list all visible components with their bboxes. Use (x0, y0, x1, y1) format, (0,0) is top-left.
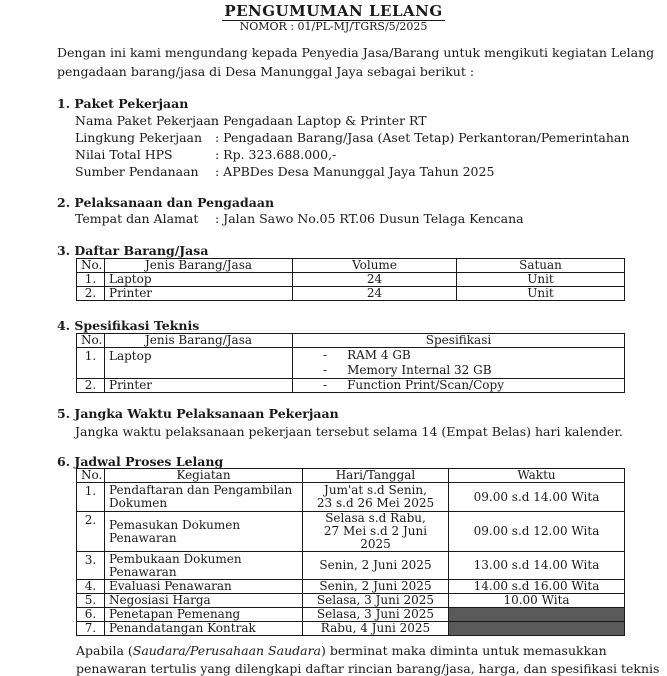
table-row (77, 273, 625, 287)
cell-tanggal: Selasa, 3 Juni 2025 (303, 594, 449, 608)
kegiatan-line: Dokumen (109, 496, 168, 510)
barang-table (76, 258, 625, 301)
header-satuan: Satuan (457, 259, 625, 273)
jangka-waktu-text: Jangka waktu pelaksanaan pekerjaan tersebut selama 14 (Empat Belas) hari kalender. (75, 424, 623, 439)
cell-no: 5. (77, 594, 105, 608)
cell-kegiatan (105, 483, 303, 512)
header-tanggal: Hari/Tanggal (303, 469, 449, 483)
table-row (77, 608, 625, 622)
section-5-heading: 5. Jangka Waktu Pelaksanaan Pekerjaan (57, 406, 339, 421)
spesifikasi-table (76, 333, 625, 393)
kegiatan-line: Penawaran (109, 564, 177, 579)
closing-line-1 (76, 643, 607, 658)
kegiatan-line: Penawaran (109, 530, 177, 545)
tanggal-line: Jum'at s.d Senin, (324, 483, 427, 497)
cell-kegiatan: Negosiasi Harga (105, 594, 303, 608)
cell-jenis: Printer (105, 287, 293, 301)
cell-no: 1. (77, 348, 105, 379)
spec-text: Function Print/Scan/Copy (347, 378, 504, 392)
cell-tanggal: Senin, 2 Juni 2025 (303, 580, 449, 594)
value-sumber: : APBDes Desa Manunggal Jaya Tahun 2025 (215, 164, 495, 179)
cell-no: 2. (77, 287, 105, 301)
cell-waktu: 09.00 s.d 12.00 Wita (449, 512, 625, 552)
cell-waktu-shaded (449, 608, 625, 622)
section-3-heading: 3. Daftar Barang/Jasa (57, 243, 209, 258)
bullet-dash: - (323, 348, 328, 362)
header-waktu: Waktu (449, 469, 625, 483)
header-kegiatan: Kegiatan (105, 469, 303, 483)
cell-no: 2. (77, 512, 105, 552)
cell-waktu-shaded (449, 622, 625, 636)
label-lingkung: Lingkung Pekerjaan (75, 130, 203, 145)
cell-spesifikasi (293, 379, 625, 393)
cell-no: 3. (77, 552, 105, 580)
table-row (77, 594, 625, 608)
section-4-heading: 4. Spesifikasi Teknis (57, 318, 200, 333)
header-no: No. (77, 469, 105, 483)
value-tempat: : Jalan Sawo No.05 RT.06 Dusun Telaga Kencana (215, 211, 524, 226)
table-row (77, 580, 625, 594)
label-sumber: Sumber Pendanaan (75, 164, 199, 179)
section-6-heading: 6. Jadwal Proses Lelang (57, 454, 224, 469)
table-row (77, 622, 625, 636)
cell-waktu: 09.00 s.d 14.00 Wita (449, 483, 625, 512)
header-jenis: Jenis Barang/Jasa (105, 259, 293, 273)
section-1-heading: 1. Paket Pekerjaan (57, 96, 189, 111)
cell-no: 1. (77, 483, 105, 512)
cell-spesifikasi (293, 348, 625, 379)
section-2-heading: 2. Pelaksanaan dan Pengadaan (57, 195, 275, 210)
value-lingkung: : Pengadaan Barang/Jasa (Aset Tetap) Perkantoran/Pemerintahan (215, 130, 630, 145)
cell-tanggal (303, 512, 449, 552)
tanggal-line: 27 Mei s.d 2 Juni 2025 (323, 524, 428, 551)
label-tempat: Tempat dan Alamat (75, 211, 199, 226)
cell-satuan: Unit (457, 287, 625, 301)
cell-satuan: Unit (457, 273, 625, 287)
header-no: No. (77, 334, 105, 348)
table-row (77, 512, 625, 552)
cell-kegiatan: Evaluasi Penawaran (105, 580, 303, 594)
cell-kegiatan: Penetapan Pemenang (105, 608, 303, 622)
table-row (77, 348, 625, 379)
cell-no: 1. (77, 273, 105, 287)
cell-volume: 24 (293, 273, 457, 287)
closing-line-2: penawaran tertulis yang dilengkapi daftar rincian barang/jasa, harga, dan spesifikasi teknis (76, 661, 660, 676)
closing-text-start: Apabila ( (76, 643, 133, 658)
bullet-dash: - (323, 378, 328, 392)
document-number: NOMOR : 01/PL-MJ/TGRS/5/2025 (239, 20, 428, 33)
table-row (77, 552, 625, 580)
table-header-row (77, 334, 625, 348)
table-row (77, 287, 625, 301)
cell-no: 7. (77, 622, 105, 636)
tanggal-line: Selasa s.d Rabu, (325, 511, 426, 525)
cell-tanggal: Rabu, 4 Juni 2025 (303, 622, 449, 636)
page-title (0, 2, 667, 20)
intro-line-1: Dengan ini kami mengundang kepada Penyedia Jasa/Barang untuk mengikuti kegiatan Lelang (57, 45, 655, 60)
spec-text: RAM 4 GB (347, 348, 411, 362)
cell-waktu: 14.00 s.d 16.00 Wita (449, 580, 625, 594)
value-nama-paket: : Pengadaan Laptop & Printer RT (215, 113, 427, 128)
page-title-text: PENGUMUMAN LELANG (224, 2, 443, 20)
cell-kegiatan: Penandatangan Kontrak (105, 622, 303, 636)
label-nilai-hps: Nilai Total HPS (75, 147, 173, 162)
cell-waktu: 13.00 s.d 14.00 Wita (449, 552, 625, 580)
cell-jenis: Laptop (105, 348, 293, 379)
cell-tanggal: Senin, 2 Juni 2025 (303, 552, 449, 580)
cell-no: 4. (77, 580, 105, 594)
header-no: No. (77, 259, 105, 273)
table-row (77, 379, 625, 393)
header-jenis: Jenis Barang/Jasa (105, 334, 293, 348)
spec-text: Memory Internal 32 GB (347, 363, 492, 377)
cell-jenis: Printer (105, 379, 293, 393)
table-header-row (77, 259, 625, 273)
header-spesifikasi: Spesifikasi (293, 334, 625, 348)
cell-tanggal: Selasa, 3 Juni 2025 (303, 608, 449, 622)
closing-text-end: ) berminat maka diminta untuk memasukkan (321, 643, 607, 658)
closing-text-italic: Saudara/Perusahaan Saudara (132, 643, 322, 658)
header-volume: Volume (293, 259, 457, 273)
cell-volume: 24 (293, 287, 457, 301)
cell-tanggal (303, 483, 449, 512)
cell-no: 6. (77, 608, 105, 622)
cell-no: 2. (77, 379, 105, 393)
cell-jenis: Laptop (105, 273, 293, 287)
spec-line (323, 363, 620, 378)
cell-kegiatan (105, 512, 303, 552)
cell-kegiatan (105, 552, 303, 580)
kegiatan-line: Pemasukan Dokumen (109, 517, 241, 532)
spec-line (323, 348, 620, 363)
jadwal-table (76, 468, 625, 636)
intro-line-2: pengadaan barang/jasa di Desa Manunggal Jaya sebagai berikut : (57, 64, 475, 79)
label-nama-paket: Nama Paket Pekerjaan (75, 113, 219, 128)
cell-waktu: 10.00 Wita (449, 594, 625, 608)
tanggal-line: 23 s.d 26 Mei 2025 (316, 496, 435, 510)
bullet-dash: - (323, 363, 328, 377)
kegiatan-line: Pembukaan Dokumen (109, 551, 242, 566)
kegiatan-line: Pendaftaran dan Pengambilan (109, 483, 293, 497)
value-nilai-hps: : Rp. 323.688.000,- (215, 147, 337, 162)
table-header-row (77, 469, 625, 483)
table-row (77, 483, 625, 512)
